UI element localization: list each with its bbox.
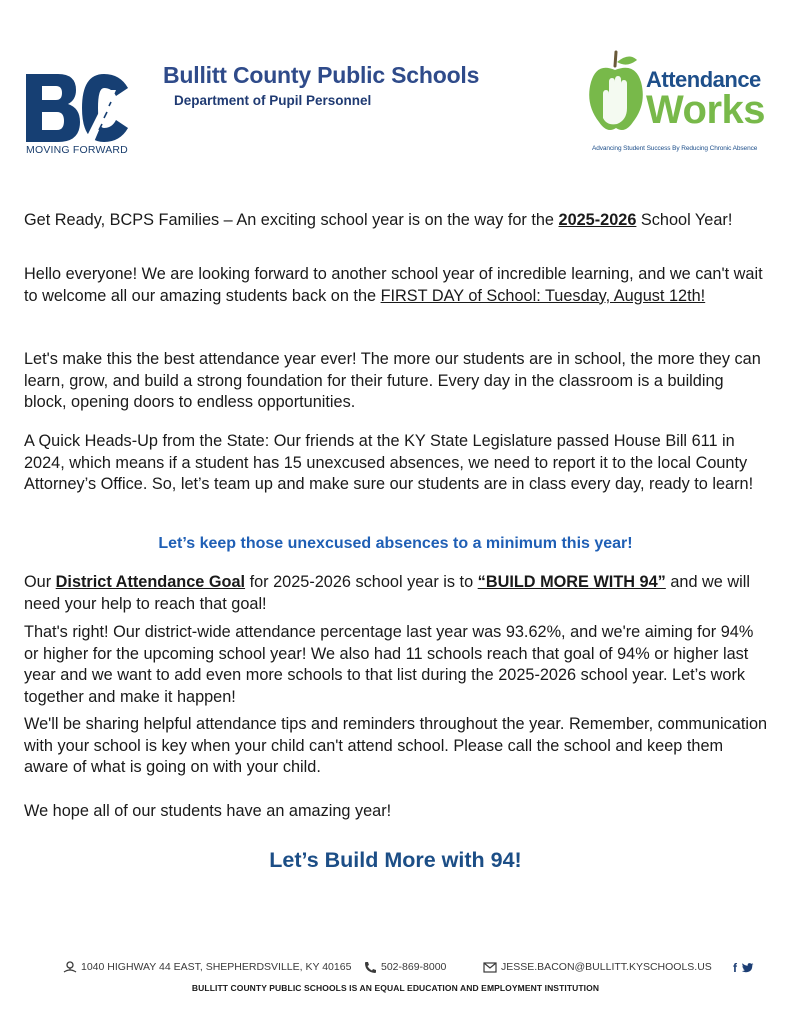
paragraph-attendance: Let's make this the best attendance year ever! The more our students are in school, the more they can learn, grow, and build a strong foundation for their future. Every day in the classroom is a building block, opening doors to endless opportunities. (24, 350, 761, 411)
goal-text-mid: for 2025-2026 school year is to (245, 573, 478, 591)
facebook-icon[interactable]: f (733, 961, 737, 975)
goal-slogan: “BUILD MORE WITH 94” (477, 573, 666, 591)
goal-text-end: and we will need your help to reach that goal! (24, 573, 750, 613)
phone-text[interactable]: 502-869-8000 (381, 961, 447, 973)
paragraph-stats: That's right! Our district-wide attendance percentage last year was 93.62%, and we're aiming for 94% or higher for the upcoming school year! We also had 11 schools reach that goal of 94% or higher last year and we want to add even more schools to that list during the 2025-2026 school year. Let’s work together and make it happen! (24, 623, 754, 706)
intro-text-end: School Year! (636, 211, 733, 229)
welcome-text: Hello everyone! We are looking forward to another school year of incredible learning, and we can't wait to welcome all our amazing students back on the (24, 265, 763, 305)
footer-social (733, 961, 754, 975)
paragraph-intro (24, 210, 769, 232)
mail-icon (483, 961, 497, 973)
address-text: 1040 HIGHWAY 44 EAST, SHEPHERDSVILLE, KY 40165 (81, 961, 352, 973)
email-text[interactable]: JESSE.BACON@BULLITT.KYSCHOOLS.US (501, 961, 712, 973)
paragraph-wishes: We hope all of our students have an amazing year! (24, 802, 392, 820)
aw-logo-tagline: Advancing Student Success By Reducing Chronic Absence (592, 145, 758, 152)
footer-email (483, 961, 712, 973)
aw-logo-line1: Attendance (646, 67, 761, 92)
footer-phone (363, 961, 446, 973)
school-year-highlight: 2025-2026 (558, 211, 637, 229)
absence-callout: Let’s keep those unexcused absences to a minimum this year! (158, 535, 633, 552)
twitter-icon[interactable] (742, 963, 754, 973)
district-title: Bullitt County Public Schools (163, 62, 480, 88)
goal-text: Our (24, 573, 56, 591)
department-subtitle: Department of Pupil Personnel (174, 93, 372, 108)
footer-address (63, 961, 351, 973)
bc-logo (24, 70, 134, 160)
closing-slogan: Let’s Build More with 94! (269, 848, 522, 872)
phone-icon (363, 961, 377, 973)
district-goal-highlight: District Attendance Goal (55, 573, 246, 591)
aw-logo-line2: Works (646, 88, 766, 132)
location-icon (63, 961, 77, 973)
paragraph-state-notice: A Quick Heads-Up from the State: Our friends at the KY State Legislature passed House Bill 611 in 2024, which means if a student has 15 unexcused absences, we need to report it to the local County Attorney’s Office. So, let’s team up and make sure our students are in class every day, ready to learn! (24, 432, 754, 493)
first-day-highlight: FIRST DAY of School: Tuesday, August 12th! (380, 286, 706, 305)
apple-hand-icon (585, 48, 647, 140)
intro-text: Get Ready, BCPS Families – An exciting school year is on the way for the (24, 211, 559, 229)
footer-equal-opportunity: BULLITT COUNTY PUBLIC SCHOOLS IS AN EQUAL EDUCATION AND EMPLOYMENT INSTITUTION (191, 983, 600, 993)
paragraph-goal (24, 572, 769, 615)
bc-logo-tagline: MOVING FORWARD (26, 144, 128, 156)
bc-logo-icon (24, 70, 134, 144)
paragraph-tips: We'll be sharing helpful attendance tips and reminders throughout the year. Remember, communication with your school is key when your child can't attend school. Please call the school and keep them aware of what is going on with your child. (24, 715, 768, 776)
paragraph-welcome (24, 264, 769, 307)
